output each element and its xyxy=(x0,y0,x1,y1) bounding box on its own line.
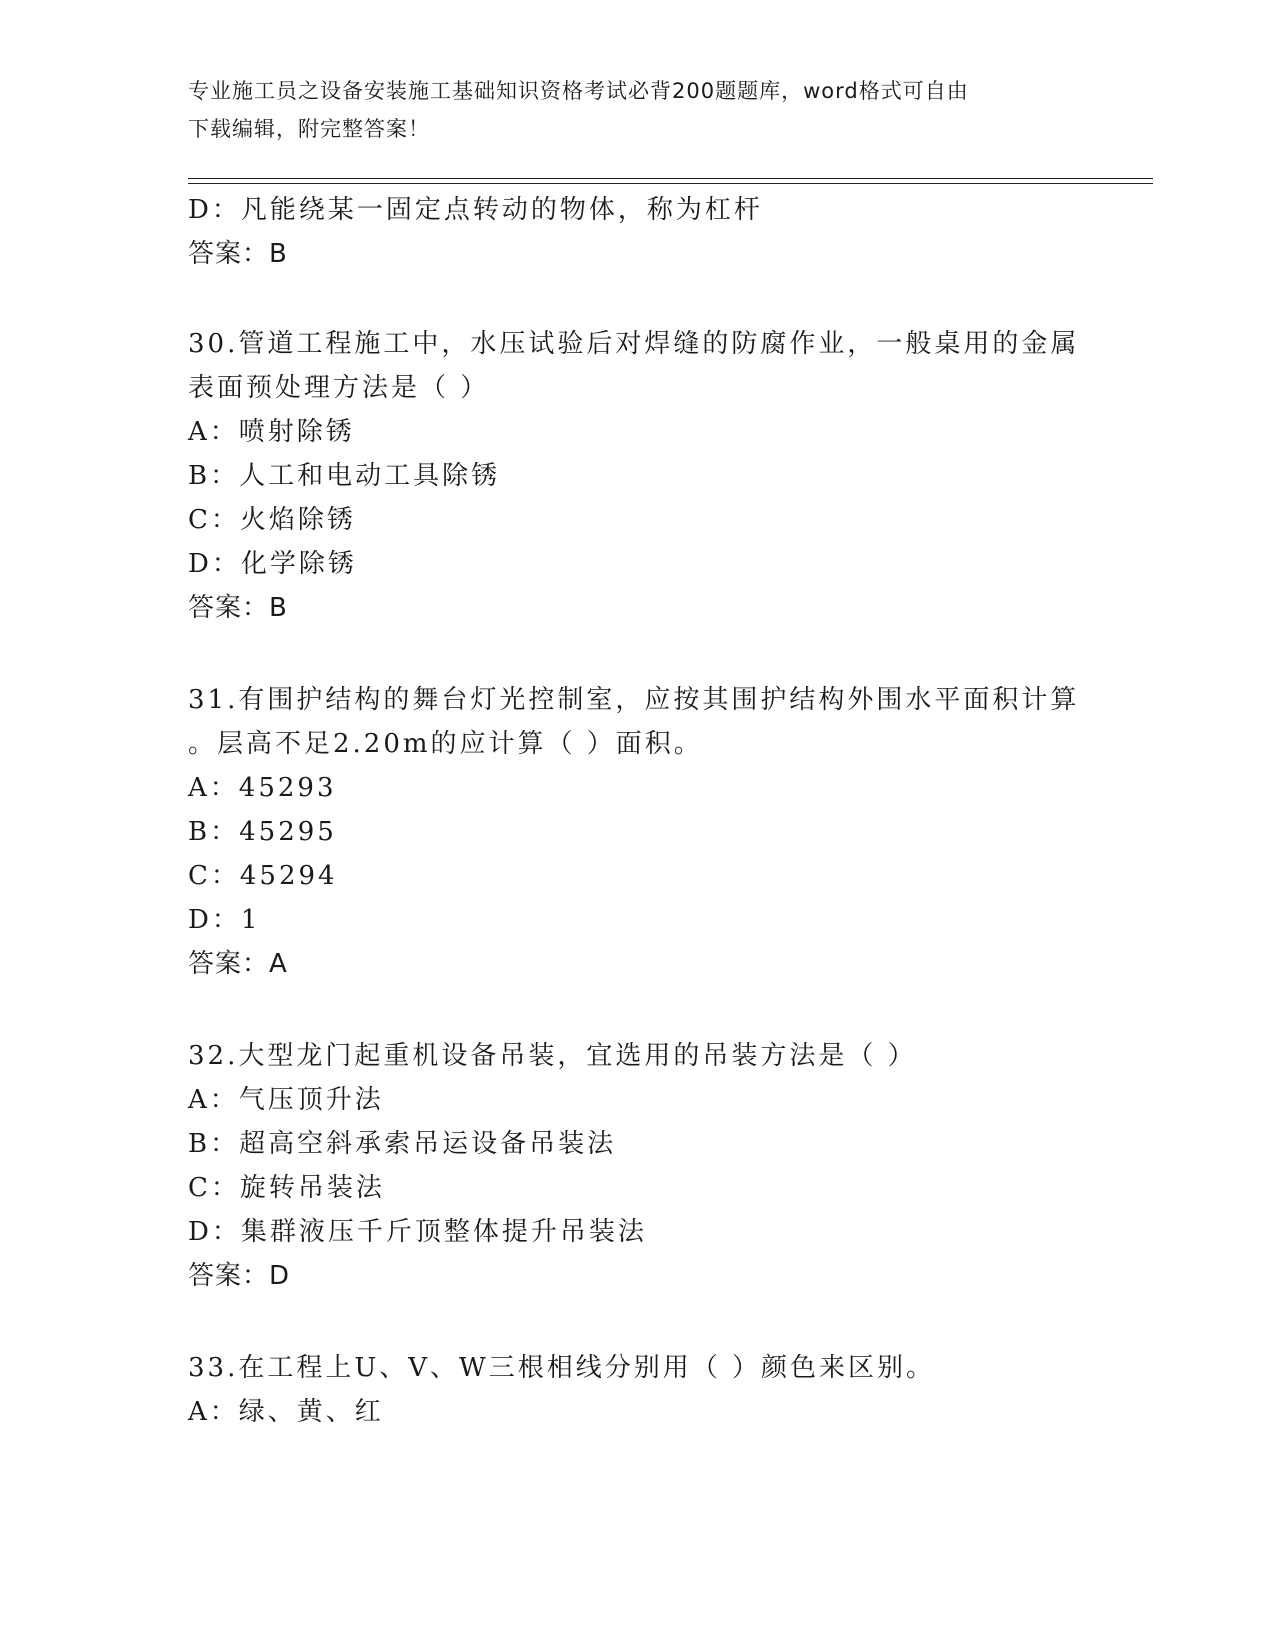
q32-option-d: D：集群液压千斤顶整体提升吊装法 xyxy=(188,1217,647,1247)
document-header xyxy=(188,72,1088,148)
q33-stem-line-1: 33.在工程上U、V、W三根相线分别用（ ）颜色来区别。 xyxy=(188,1353,936,1383)
q32-answer: 答案：D xyxy=(188,1261,291,1291)
q31-stem-line-2: 。层高不足2.20m的应计算（ ）面积。 xyxy=(188,729,703,759)
q29-option-d: D：凡能绕某一固定点转动的物体，称为杠杆 xyxy=(188,195,763,225)
q32-option-b: B：超高空斜承索吊运设备吊装法 xyxy=(188,1129,617,1159)
q31-option-a: A：45293 xyxy=(188,773,337,803)
q30-option-c: C：火焰除锈 xyxy=(188,505,356,535)
q30-stem-line-1: 30.管道工程施工中，水压试验后对焊缝的防腐作业，一般桌用的金属 xyxy=(188,329,1080,359)
q29-answer: 答案：B xyxy=(188,239,288,269)
q30-option-d: D：化学除锈 xyxy=(188,549,357,579)
q33-option-a: A：绿、黄、红 xyxy=(188,1397,384,1427)
q30-stem-line-2: 表面预处理方法是（ ） xyxy=(188,373,490,403)
q30-answer: 答案：B xyxy=(188,593,288,623)
header-line-2: 下载编辑，附完整答案！ xyxy=(188,117,430,141)
q31-option-c: C：45294 xyxy=(188,861,338,891)
q30-option-a: A：喷射除锈 xyxy=(188,417,355,447)
header-divider-bottom xyxy=(188,183,1153,184)
q32-option-a: A：气压顶升法 xyxy=(188,1085,384,1115)
q32-stem-line-1: 32.大型龙门起重机设备吊装，宜选用的吊装方法是（ ） xyxy=(188,1041,917,1071)
q31-option-b: B：45295 xyxy=(188,817,337,847)
q31-answer: 答案：A xyxy=(188,949,288,979)
q31-stem-line-1: 31.有围护结构的舞台灯光控制室，应按其围护结构外围水平面积计算 xyxy=(188,685,1080,715)
q30-option-b: B：人工和电动工具除锈 xyxy=(188,461,501,491)
header-line-1: 专业施工员之设备安装施工基础知识资格考试必背200题题库，word格式可自由 xyxy=(188,79,969,103)
header-divider-top xyxy=(188,178,1153,179)
q32-option-c: C：旋转吊装法 xyxy=(188,1173,385,1203)
q31-option-d: D：1 xyxy=(188,905,261,935)
